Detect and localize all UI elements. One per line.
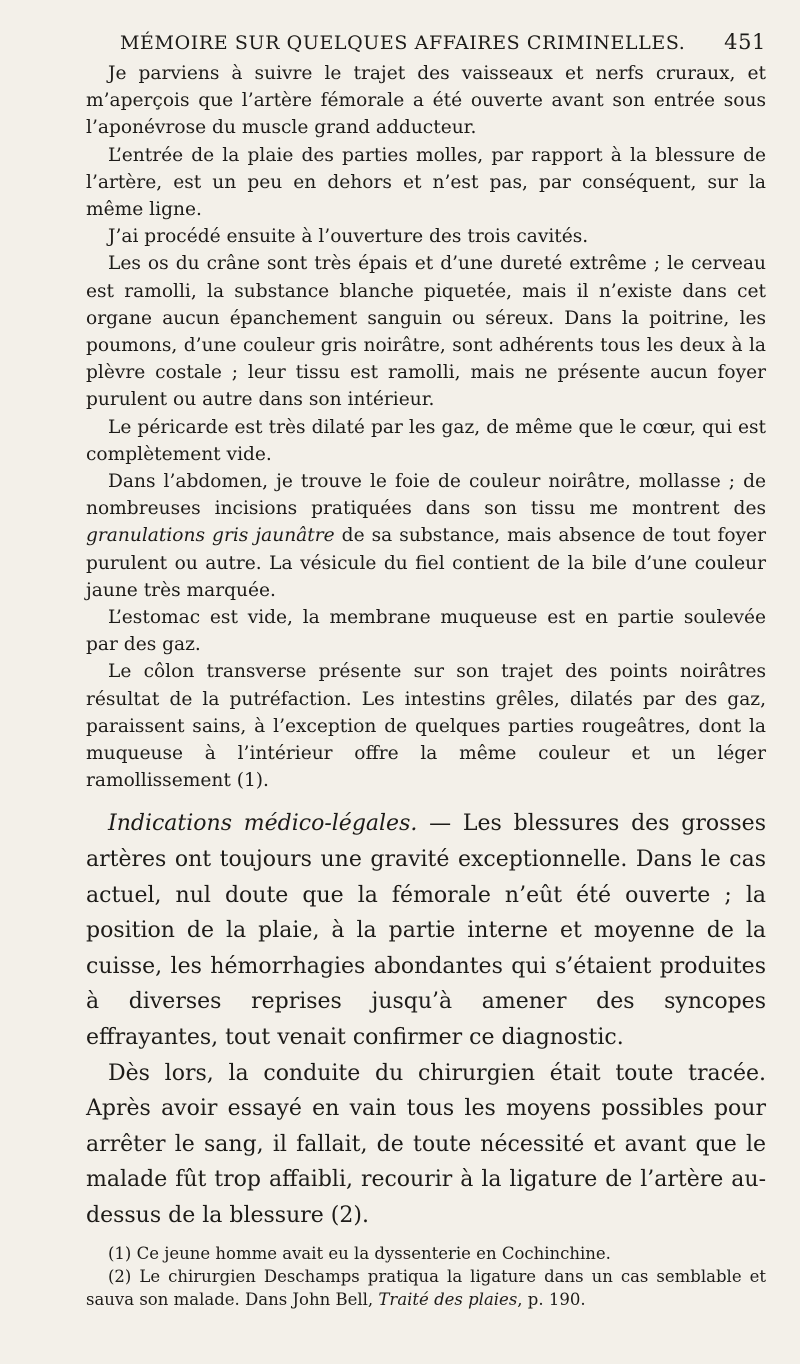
footnote-2: (2) Le chirurgien Deschamps pratiqua la ligature dans un cas semblable et sauva son malade. Dans John Bell, Traité des plaies, p. 190. bbox=[86, 1266, 766, 1309]
running-title: MÉMOIRE SUR QUELQUES AFFAIRES CRIMINELLES. bbox=[120, 32, 686, 54]
paragraph-cavities: J’ai procédé ensuite à l’ouverture des trois cavités. bbox=[108, 226, 589, 248]
paragraph-abdomen: Dans l’abdomen, je trouve le foie de couleur noirâtre, mollasse ; de nombreuses incisions pratiquées dans son tissu me montrent des granulations gris jaunâtre de sa substance, mais absence de tout foyer purulent ou autre. La vésicule du fiel contient de la bile d’une couleur jaune très marquée. bbox=[86, 471, 767, 601]
paragraph-pericardium: Le péricarde est très dilaté par les gaz, de même que le cœur, qui est complètement vide. bbox=[86, 416, 766, 465]
book-page bbox=[86, 30, 766, 1311]
paragraph-wound-entry: L’entrée de la plaie des parties molles, par rapport à la blessure de l’artère, est un peu en dehors et n’est pas, par conséquent, sur la même ligne. bbox=[86, 144, 766, 221]
page-number: 451 bbox=[724, 30, 766, 54]
paragraph-surgeon: Dès lors, la conduite du chirurgien était toute tracée. Après avoir essayé en vain tous les moyens possibles pour arrêter le sang, il fallait, de toute nécessité et avant que le malade fût trop affaibli, recourir à la ligature de l’artère au-dessus de la blessure (2). bbox=[86, 1060, 766, 1229]
paragraph-skull-chest: Les os du crâne sont très épais et d’une dureté extrême ; le cerveau est ramolli, la substance blanche piquetée, mais il n’existe dans cet organe aucun épanchement sanguin ou séreux. Dans la poitrine, les poumons, d’une couleur gris noirâtre, sont adhérents tous les deux à la plèvre costale ; leur tissu est ramolli, mais ne présente aucun foyer purulent ou autre dans son intérieur. bbox=[86, 253, 766, 411]
autopsy-report bbox=[86, 60, 766, 794]
paragraph-indications: Indications médico-légales. — Les blessures des grosses artères ont toujours une gravité exceptionnelle. Dans le cas actuel, nul doute que la fémorale n’eût été ouverte ; la position de la plaie, à la partie interne et moyenne de la cuisse, les hémorrhagies abondantes qui s’étaient produites à diverses reprises jusqu’à amener des syncopes effrayantes, tout venait confirmer ce diagnostic. bbox=[86, 811, 766, 1051]
medico-legal-section bbox=[86, 806, 766, 1233]
paragraph-stomach: L’estomac est vide, la membrane muqueuse est en partie soulevée par des gaz. bbox=[86, 607, 766, 656]
paragraph-vessels: Je parviens à suivre le trajet des vaisseaux et nerfs cruraux, et m’aperçois que l’artère fémorale a été ouverte avant son entrée sous l’aponévrose du muscle grand adducteur. bbox=[86, 63, 766, 139]
paragraph-colon: Le côlon transverse présente sur son trajet des points noirâtres résultat de la putréfaction. Les intestins grêles, dilatés par des gaz, paraissent sains, à l’exception de quelques parties rougeâtres, dont la muqueuse à l’intérieur offre la même couleur et un léger ramollissement (1). bbox=[86, 661, 766, 792]
footnote-1: (1) Ce jeune homme avait eu la dyssenterie en Cochinchine. bbox=[108, 1243, 611, 1263]
section-heading: Indications médico-légales. bbox=[108, 811, 418, 837]
footnotes bbox=[86, 1242, 766, 1311]
running-header bbox=[86, 30, 766, 54]
